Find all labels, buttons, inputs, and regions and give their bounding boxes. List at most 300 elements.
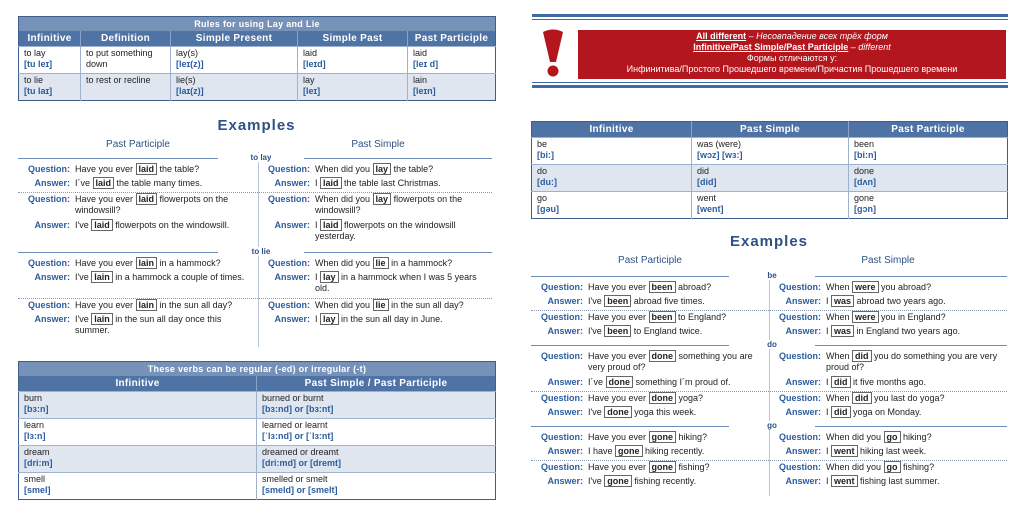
exclamation-icon	[538, 28, 568, 78]
section-label-be	[729, 271, 815, 280]
sentence-fragment: I	[826, 296, 832, 306]
regular-row-burn	[19, 392, 496, 419]
right-answer-text	[315, 272, 488, 294]
right-question-text	[826, 393, 1003, 404]
sentence-fragment: When did you	[315, 194, 373, 204]
left-col-past-participle: Past Participle	[106, 139, 170, 150]
rules-header-simple-present: Simple Present	[171, 31, 298, 47]
regular-header-past-forms: Past Simple / Past Participle	[257, 376, 496, 392]
cell-text: lie(s)	[176, 75, 196, 85]
verb-form-box: did	[852, 350, 872, 362]
verb-form-box: did	[831, 376, 851, 388]
right-question	[773, 282, 1003, 293]
verb-form-box: were	[852, 311, 879, 323]
rules-row-lay	[19, 47, 496, 74]
right-question	[773, 432, 1003, 443]
left-question-label: Question:	[541, 462, 583, 472]
right-question-text	[826, 462, 1003, 473]
sentence-fragment: I have	[588, 446, 616, 456]
sentence-fragment: in a hammock when I was 5 years old.	[315, 272, 477, 293]
right-answer	[262, 220, 488, 242]
sentence-fragment: I	[826, 407, 832, 417]
sentence-fragment: yoga?	[676, 393, 704, 403]
right-question	[773, 462, 1003, 473]
cell-phonetic: [leɪ d]	[413, 59, 439, 69]
sentence-fragment: the table?	[157, 164, 200, 174]
rules-header-past-participle: Past Participle	[408, 31, 496, 47]
sentence-fragment: When did you	[315, 300, 373, 310]
left-answer-text	[75, 178, 248, 189]
cell-text: been	[854, 139, 875, 149]
cell-text: smelled or smelt	[262, 474, 328, 484]
sentence-fragment: Have you ever	[75, 258, 136, 268]
right-answer-label: Answer:	[785, 446, 821, 456]
cell-text: go	[537, 193, 548, 203]
right-answer-label: Answer:	[274, 220, 310, 230]
cell-phonetic: [gɔn]	[854, 204, 876, 214]
verb-form-box: been	[604, 325, 631, 337]
sentence-fragment: in a hammock a couple of times.	[112, 272, 245, 282]
section-label-to-lie	[218, 247, 304, 256]
right-question	[262, 258, 488, 269]
cell-text: burned or burnt	[262, 393, 324, 403]
sentence-fragment: Have you ever	[75, 164, 136, 174]
left-question	[535, 432, 765, 443]
right-question-text	[315, 258, 488, 269]
section-label-to-lay-text: to lay	[248, 153, 275, 162]
right-question-label: Question:	[779, 282, 821, 292]
left-answer-text	[75, 220, 248, 231]
verb-form-box: was	[831, 295, 854, 307]
sentence-fragment: something I´m proud of.	[633, 377, 731, 387]
left-question	[535, 282, 765, 293]
sentence-fragment: flowerpots on the windowsill?	[75, 194, 229, 215]
left-answer	[535, 296, 765, 307]
regular-table-caption: These verbs can be regular (-ed) or irregular (-t)	[19, 362, 496, 377]
left-question	[535, 462, 765, 473]
left-question	[22, 164, 248, 175]
right-question-label: Question:	[779, 312, 821, 322]
right-answer-label: Answer:	[785, 326, 821, 336]
verb-form-box: go	[884, 431, 901, 443]
sentence-fragment: I've	[588, 296, 605, 306]
right-answer	[773, 407, 1003, 418]
left-answer-text	[588, 296, 765, 307]
verb-form-box: been	[649, 311, 676, 323]
irregular-header-past-participle: Past Participle	[849, 122, 1008, 138]
right-answer-text	[826, 476, 1003, 487]
cell-text: lain	[413, 75, 428, 85]
cell-phonetic: [lɜ:n]	[24, 431, 46, 441]
left-question	[535, 351, 765, 373]
sentence-fragment: When did you	[315, 258, 373, 268]
sentence-fragment: When	[826, 351, 853, 361]
cell-text: learned or learnt	[262, 420, 328, 430]
sentence-fragment: the table many times.	[114, 178, 203, 188]
sentence-fragment: hiking?	[900, 432, 932, 442]
sentence-fragment: fishing recently.	[631, 476, 697, 486]
right-question	[262, 164, 488, 175]
left-answer	[535, 407, 765, 418]
sentence-fragment: hiking recently.	[642, 446, 705, 456]
regular-header-infinitive: Infinitive	[19, 376, 257, 392]
cell-phonetic: [dri:md] or [dremt]	[262, 458, 341, 468]
right-question-text	[826, 432, 1003, 443]
right-question	[773, 351, 1003, 373]
sentence-fragment: I´ve	[75, 178, 93, 188]
left-question-text	[588, 282, 765, 293]
left-question-text	[588, 312, 765, 323]
cell-text: gone	[854, 193, 875, 203]
left-answer-label: Answer:	[547, 377, 583, 387]
left-answer-label: Answer:	[34, 314, 70, 324]
sentence-fragment: I	[315, 314, 321, 324]
left-answer-label: Answer:	[547, 446, 583, 456]
banner-line1-note: – Несовпадение всех трёх форм	[746, 31, 888, 41]
group-separator	[18, 192, 492, 193]
left-answer	[535, 377, 765, 388]
left-col-past-simple: Past Simple	[351, 139, 405, 150]
left-question-label: Question:	[541, 393, 583, 403]
rules-table	[18, 16, 496, 101]
sentence-fragment: I	[826, 377, 832, 387]
left-answer-text	[75, 314, 248, 336]
cell-phonetic: [tu laɪ]	[24, 86, 53, 96]
verb-form-box: were	[852, 281, 879, 293]
section-label-be-text: be	[764, 271, 779, 280]
cell-phonetic: [wɔz] [wɜ:]	[697, 150, 743, 160]
left-question-label: Question:	[541, 432, 583, 442]
verb-form-box: done	[649, 350, 677, 362]
right-question-label: Question:	[779, 432, 821, 442]
irregular-header-infinitive: Infinitive	[532, 122, 692, 138]
cell-phonetic: [smel]	[24, 485, 51, 495]
irregular-verbs-table	[531, 121, 1008, 219]
left-question-text	[75, 194, 248, 216]
verb-form-box: lain	[91, 271, 113, 283]
sentence-fragment: abroad two years ago.	[854, 296, 946, 306]
sentence-fragment: Have you ever	[75, 194, 136, 204]
sentence-fragment: I	[826, 326, 832, 336]
cell-phonetic: [smeld] or [smelt]	[262, 485, 338, 495]
cell-text: done	[854, 166, 875, 176]
left-answer	[535, 476, 765, 487]
sentence-fragment: When did you	[826, 432, 884, 442]
verb-form-box: lay	[320, 271, 339, 283]
verb-form-box: lain	[136, 257, 158, 269]
left-question-text	[75, 258, 248, 269]
left-question	[535, 312, 765, 323]
sentence-fragment: Have you ever	[588, 393, 649, 403]
section-label-go	[729, 421, 815, 430]
left-question-label: Question:	[28, 164, 70, 174]
right-question-label: Question:	[779, 351, 821, 361]
left-question-text	[588, 351, 765, 373]
right-answer-text	[826, 296, 1003, 307]
sentence-fragment: I´ve	[588, 377, 606, 387]
sentence-fragment: Have you ever	[588, 432, 649, 442]
verb-form-box: been	[604, 295, 631, 307]
right-answer-label: Answer:	[274, 272, 310, 282]
right-col-past-simple: Past Simple	[861, 255, 915, 266]
left-answer-text	[588, 407, 765, 418]
cell-phonetic: [dri:m]	[24, 458, 53, 468]
cell-text: burn	[24, 393, 43, 403]
regular-row-dream	[19, 446, 496, 473]
right-answer-label: Answer:	[785, 377, 821, 387]
banner-bottom-line	[532, 85, 1008, 88]
left-answer-text	[75, 272, 248, 283]
cell-text: laid	[303, 48, 318, 58]
verb-form-box: gone	[649, 431, 677, 443]
sentence-fragment: in the sun all day?	[157, 300, 233, 310]
right-answer-text	[315, 220, 488, 242]
right-answer-label: Answer:	[785, 476, 821, 486]
verb-form-box: gone	[649, 461, 677, 473]
cell-text: lay	[303, 75, 315, 85]
right-answer-text	[826, 326, 1003, 337]
cell-text: to lie	[24, 75, 44, 85]
cell-text: smell	[24, 474, 46, 484]
verb-form-box: done	[604, 406, 632, 418]
left-answer	[22, 314, 248, 336]
sentence-fragment: abroad five times.	[631, 296, 705, 306]
banner-line3: Формы отличаются у:	[746, 53, 838, 63]
right-answer-label: Answer:	[785, 296, 821, 306]
rules-header-simple-past: Simple Past	[298, 31, 408, 47]
right-question-label: Question:	[779, 462, 821, 472]
regular-irregular-table	[18, 361, 496, 500]
left-question	[22, 258, 248, 269]
cell-text: to put something down	[86, 48, 153, 69]
sentence-fragment: When did you	[826, 462, 884, 472]
cell-phonetic: [ˈlɜ:nd] or [ˈlɜ:nt]	[262, 431, 334, 441]
rules-row-lie	[19, 74, 496, 101]
sentence-fragment: I	[315, 178, 321, 188]
right-question	[262, 194, 488, 216]
verb-form-box: laid	[320, 177, 342, 189]
verb-form-box: laid	[136, 163, 158, 175]
cell-text: dreamed or dreamt	[262, 447, 339, 457]
left-question-label: Question:	[28, 194, 70, 204]
right-question-text	[315, 300, 488, 311]
sentence-fragment: in the sun all day once this summer.	[75, 314, 222, 335]
sentence-fragment: yoga on Monday.	[850, 407, 922, 417]
left-question-text	[588, 393, 765, 404]
right-question	[262, 300, 488, 311]
banner-line2-note: – different	[848, 42, 891, 52]
sentence-fragment: in a hammock?	[157, 258, 221, 268]
sentence-fragment: in England two years ago.	[854, 326, 961, 336]
left-question-label: Question:	[541, 282, 583, 292]
cell-text: learn	[24, 420, 45, 430]
left-answer-text	[588, 326, 765, 337]
right-answer-text	[826, 377, 1003, 388]
right-column-divider	[769, 271, 770, 496]
right-question-text	[315, 194, 488, 216]
left-answer-label: Answer:	[547, 326, 583, 336]
left-question-text	[75, 164, 248, 175]
cell-phonetic: [leɪn]	[413, 86, 436, 96]
banner-line4: Инфинитива/Простого Прошедшего времени/Причастия Прошедшего времени	[626, 64, 958, 74]
verb-form-box: laid	[91, 219, 113, 231]
left-examples-title: Examples	[217, 117, 296, 134]
cell-phonetic: [bɜ:n]	[24, 404, 49, 414]
right-answer	[262, 272, 488, 294]
sentence-fragment: flowerpots on the windowsill.	[112, 220, 230, 230]
verb-form-box: went	[831, 445, 858, 457]
left-answer	[22, 178, 248, 189]
cell-phonetic: [leɪ]	[303, 86, 321, 96]
left-question-text	[588, 432, 765, 443]
sentence-fragment: you do something you are very proud of?	[826, 351, 998, 372]
right-col-past-participle: Past Participle	[618, 255, 682, 266]
left-question-text	[75, 300, 248, 311]
banner-bottom-line-thin	[532, 82, 1008, 83]
verb-form-box: laid	[93, 177, 115, 189]
left-answer-text	[588, 446, 765, 457]
banner-top-line-thin	[532, 19, 1008, 20]
right-question-text	[826, 312, 1003, 323]
sentence-fragment: fishing?	[676, 462, 710, 472]
sentence-fragment: I've	[75, 272, 92, 282]
verb-form-box: did	[852, 392, 872, 404]
regular-row-smell	[19, 473, 496, 500]
right-question-label: Question:	[268, 258, 310, 268]
cell-phonetic: [did]	[697, 177, 717, 187]
right-answer	[773, 446, 1003, 457]
left-answer	[22, 272, 248, 283]
left-question	[22, 300, 248, 311]
left-answer-label: Answer:	[547, 296, 583, 306]
group-separator	[531, 310, 1007, 311]
sentence-fragment: in a hammock?	[388, 258, 453, 268]
cell-text: to rest or recline	[86, 75, 151, 85]
cell-text: to lay	[24, 48, 46, 58]
rules-header-definition: Definition	[81, 31, 171, 47]
group-separator	[531, 460, 1007, 461]
cell-phonetic: [tu leɪ]	[24, 59, 53, 69]
sentence-fragment: I've	[75, 220, 92, 230]
cell-phonetic: [leɪd]	[303, 59, 326, 69]
cell-phonetic: [du:]	[537, 177, 557, 187]
sentence-fragment: abroad?	[675, 282, 712, 292]
cell-text: do	[537, 166, 548, 176]
sentence-fragment: I've	[588, 407, 605, 417]
right-question-text	[826, 351, 1003, 373]
left-answer-text	[588, 377, 765, 388]
sentence-fragment: Have you ever	[588, 282, 649, 292]
cell-phonetic: [went]	[697, 204, 724, 214]
group-separator	[531, 391, 1007, 392]
left-answer-label: Answer:	[34, 178, 70, 188]
sentence-fragment: When did you	[315, 164, 373, 174]
verb-form-box: lay	[320, 313, 339, 325]
right-answer	[773, 377, 1003, 388]
right-examples-title: Examples	[729, 233, 809, 250]
sentence-fragment: hiking last week.	[857, 446, 927, 456]
cell-phonetic: [dʌn]	[854, 177, 876, 187]
verb-form-box: lay	[373, 193, 392, 205]
left-answer-label: Answer:	[34, 220, 70, 230]
verb-form-box: gone	[615, 445, 643, 457]
rules-header-infinitive: Infinitive	[19, 31, 81, 47]
cell-phonetic: [bi:]	[537, 150, 554, 160]
sentence-fragment: flowerpots on the windowsill yesterday.	[315, 220, 456, 241]
verb-form-box: laid	[320, 219, 342, 231]
sentence-fragment: yoga this week.	[631, 407, 697, 417]
sentence-fragment: fishing last summer.	[857, 476, 940, 486]
sentence-fragment: When	[826, 312, 853, 322]
sentence-fragment: the table?	[391, 164, 434, 174]
cell-text: was (were)	[697, 139, 742, 149]
right-question-label: Question:	[268, 164, 310, 174]
right-answer-text	[826, 407, 1003, 418]
verb-form-box: gone	[604, 475, 632, 487]
left-answer-label: Answer:	[34, 272, 70, 282]
verb-form-box: was	[831, 325, 854, 337]
sentence-fragment: hiking?	[676, 432, 708, 442]
sentence-fragment: I've	[588, 476, 605, 486]
cell-text: dream	[24, 447, 50, 457]
sentence-fragment: Have you ever	[588, 462, 649, 472]
cell-phonetic: [gəu]	[537, 204, 559, 214]
verb-form-box: done	[649, 392, 677, 404]
left-answer	[535, 326, 765, 337]
sentence-fragment: to England twice.	[631, 326, 703, 336]
sentence-fragment: I	[315, 220, 321, 230]
irregular-row-do	[532, 165, 1008, 192]
left-question	[535, 393, 765, 404]
left-question-label: Question:	[541, 312, 583, 322]
verb-form-box: done	[606, 376, 634, 388]
group-separator	[18, 298, 492, 299]
section-label-to-lie-text: to lie	[249, 247, 274, 256]
section-label-do-text: do	[764, 340, 780, 349]
left-answer-text	[588, 476, 765, 487]
right-question-label: Question:	[779, 393, 821, 403]
verb-form-box: lain	[136, 299, 158, 311]
right-answer-label: Answer:	[274, 178, 310, 188]
sentence-fragment: it five months ago.	[850, 377, 927, 387]
regular-row-learn	[19, 419, 496, 446]
cell-text: did	[697, 166, 710, 176]
verb-form-box: lie	[373, 257, 389, 269]
right-question	[773, 312, 1003, 323]
sentence-fragment: Have you ever	[588, 351, 649, 361]
sentence-fragment: to England?	[675, 312, 727, 322]
left-question	[22, 194, 248, 216]
right-question-label: Question:	[268, 300, 310, 310]
rules-table-caption: Rules for using Lay and Lie	[19, 17, 496, 32]
sentence-fragment: I	[315, 272, 321, 282]
sentence-fragment: flowerpots on the windowsill?	[315, 194, 463, 215]
right-question	[773, 393, 1003, 404]
section-label-go-text: go	[764, 421, 780, 430]
banner-top-line	[532, 14, 1008, 17]
sentence-fragment: you abroad?	[878, 282, 932, 292]
right-question-text	[826, 282, 1003, 293]
right-answer-text	[315, 178, 488, 189]
left-answer	[535, 446, 765, 457]
sentence-fragment: you last do yoga?	[871, 393, 945, 403]
right-answer	[773, 296, 1003, 307]
sentence-fragment: When	[826, 393, 853, 403]
section-label-to-lay	[218, 153, 304, 162]
sentence-fragment: in the sun all day?	[388, 300, 464, 310]
left-question-text	[588, 462, 765, 473]
left-answer-label: Answer:	[547, 476, 583, 486]
